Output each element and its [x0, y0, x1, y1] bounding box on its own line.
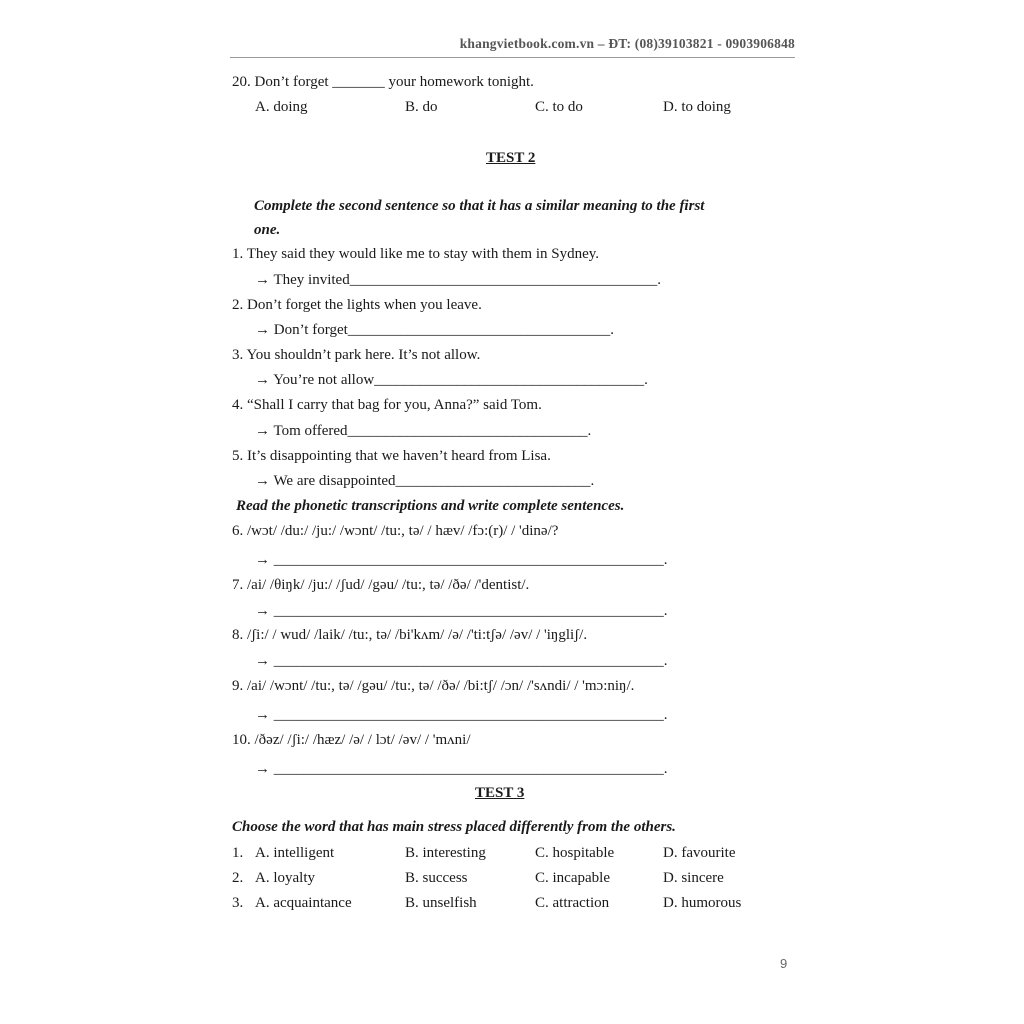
rewrite-question-4: 4. “Shall I carry that bag for you, Anna?” said Tom. — [232, 397, 542, 413]
test-3-instruction: Choose the word that has main stress placed differently from the others. — [232, 819, 676, 835]
rewrite-question-2: 2. Don’t forget the lights when you leave. — [232, 297, 482, 313]
test-3-title: TEST 3 — [475, 785, 525, 801]
stress-row-1-option-c: C. hospitable — [535, 845, 615, 861]
header-divider — [230, 57, 795, 58]
phonetic-question-7: 7. /ai/ /θiŋk/ /ju:/ /ʃud/ /gəu/ /tu:, tə/ /ðə/ /'dentist/. — [232, 577, 530, 593]
rewrite-answer-4: → Tom offered________________________________. — [255, 423, 592, 439]
rewrite-answer-5: → We are disappointed__________________________. — [255, 473, 595, 489]
test-2-instruction-line-2: one. — [254, 222, 281, 238]
stress-row-2-option-c: C. incapable — [535, 870, 610, 886]
q20-option-b: B. do — [405, 99, 438, 115]
phonetic-question-10: 10. /ðəz/ /ʃi:/ /hæz/ /ə/ / lɔt/ /əv/ / 'mʌni/ — [232, 732, 471, 748]
phonetic-instruction: Read the phonetic transcriptions and write complete sentences. — [236, 498, 625, 514]
stress-row-3-option-a: A. acquaintance — [255, 895, 352, 911]
stress-row-2-number: 2. — [232, 870, 244, 886]
phonetic-answer-6: → ____________________________________________________. — [255, 552, 668, 568]
phonetic-question-8: 8. /ʃi:/ / wud/ /laik/ /tu:, tə/ /bi'kʌm/ /ə/ /'ti:tʃə/ /əv/ / 'iŋgliʃ/. — [232, 627, 588, 643]
q20-option-c: C. to do — [535, 99, 583, 115]
stress-row-2-option-b: B. success — [405, 870, 468, 886]
test-2-instruction-line-1: Complete the second sentence so that it has a similar meaning to the first — [254, 198, 705, 214]
stress-row-1-option-d: D. favourite — [663, 845, 736, 861]
rewrite-question-5: 5. It’s disappointing that we haven’t heard from Lisa. — [232, 448, 551, 464]
q20-option-a: A. doing — [255, 99, 308, 115]
question-20: 20. Don’t forget _______ your homework tonight. — [232, 74, 534, 90]
phonetic-answer-8: → ____________________________________________________. — [255, 653, 668, 669]
phonetic-answer-10: → ____________________________________________________. — [255, 761, 668, 777]
stress-row-1-option-a: A. intelligent — [255, 845, 335, 861]
q20-option-d: D. to doing — [663, 99, 731, 115]
stress-row-3-option-c: C. attraction — [535, 895, 610, 911]
rewrite-answer-2: → Don’t forget___________________________________. — [255, 322, 615, 338]
rewrite-question-1: 1. They said they would like me to stay with them in Sydney. — [232, 246, 600, 262]
phonetic-answer-9: → ____________________________________________________. — [255, 707, 668, 723]
test-2-title: TEST 2 — [486, 150, 536, 166]
stress-row-2-option-d: D. sincere — [663, 870, 724, 886]
rewrite-answer-3: → You’re not allow____________________________________. — [255, 372, 648, 388]
rewrite-question-3: 3. You shouldn’t park here. It’s not allow. — [232, 347, 481, 363]
page-number: 9 — [780, 956, 788, 971]
page-header: khangvietbook.com.vn – ĐT: (08)39103821 - 0903906848 — [459, 36, 795, 51]
stress-row-1-option-b: B. interesting — [405, 845, 486, 861]
stress-row-3-option-d: D. humorous — [663, 895, 742, 911]
phonetic-answer-7: → ____________________________________________________. — [255, 603, 668, 619]
stress-row-3-number: 3. — [232, 895, 244, 911]
phonetic-question-9: 9. /ai/ /wɔnt/ /tu:, tə/ /gəu/ /tu:, tə/ /ðə/ /bi:tʃ/ /ɔn/ /'sʌndi/ / 'mɔ:niŋ/. — [232, 678, 635, 694]
stress-row-2-option-a: A. loyalty — [255, 870, 315, 886]
rewrite-answer-1: → They invited_________________________________________. — [255, 272, 661, 288]
stress-row-1-number: 1. — [232, 845, 244, 861]
stress-row-3-option-b: B. unselfish — [405, 895, 477, 911]
phonetic-question-6: 6. /wɔt/ /du:/ /ju:/ /wɔnt/ /tu:, tə/ / hæv/ /fɔ:(r)/ / 'dinə/? — [232, 523, 559, 539]
